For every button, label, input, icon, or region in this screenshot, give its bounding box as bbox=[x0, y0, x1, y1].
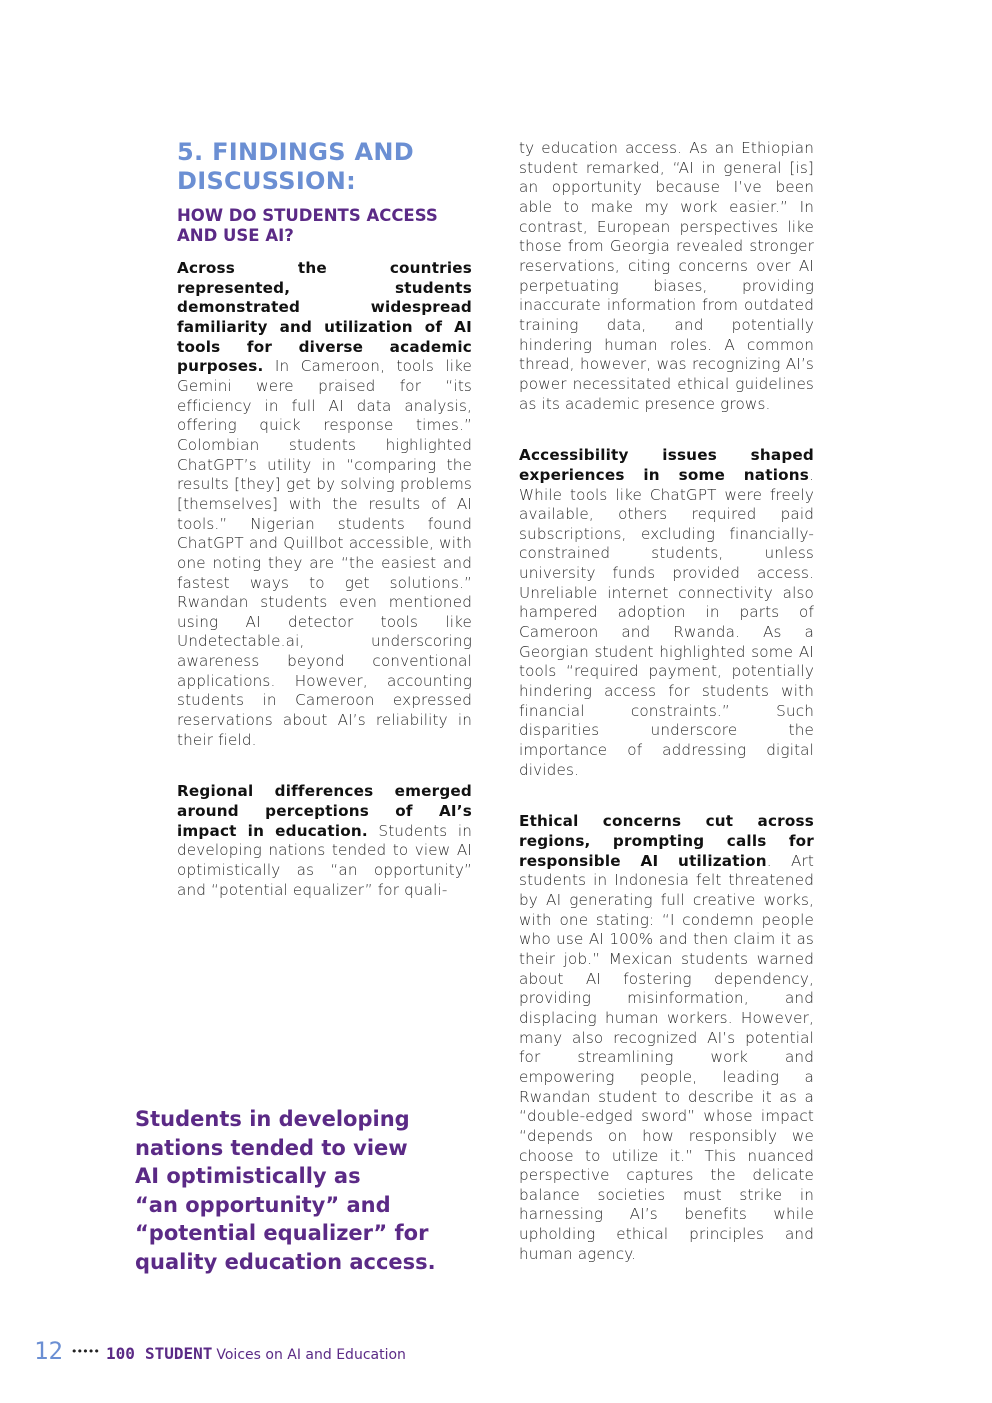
paragraph-gap bbox=[177, 750, 472, 782]
paragraph-gap bbox=[519, 780, 814, 812]
paragraph-body: In Cameroon, tools like Gemini were praised for “its efficiency in full AI data analysis, offering quick response times.” Colombian students highlighted ChatGPT’s utility in “comparing the results [they] get by solving problems [themselves] with the results of AI tools.” Nigerian students found ChatGPT and Quillbot accessible, with one noting they are “the easiest and fastest ways to get solutions.” Rwandan students even mentioned using AI detector tools like Undetectable.ai, underscoring awareness beyond conventional applications. However, accounting students in Cameroon expressed reservations about AI’s reliability in their field. bbox=[177, 357, 472, 749]
pull-quote-line: “potential equalizer” for bbox=[135, 1221, 429, 1246]
paragraph-ethical-concerns bbox=[519, 812, 814, 1264]
right-column bbox=[519, 139, 814, 1264]
paragraph-regional-differences bbox=[177, 782, 472, 900]
paragraph-ai-tool-usage bbox=[177, 259, 472, 750]
section-title-line1: 5. FINDINGS AND bbox=[177, 138, 414, 166]
left-column bbox=[177, 138, 472, 900]
pull-quote bbox=[135, 1105, 455, 1277]
publication-brand-number: 100 bbox=[106, 1344, 135, 1363]
subsection-title-line1: HOW DO STUDENTS ACCESS bbox=[177, 206, 438, 225]
pull-quote-line: “an opportunity” and bbox=[135, 1192, 391, 1217]
dots-divider-icon: ••••• bbox=[70, 1345, 100, 1358]
page-footer bbox=[34, 1337, 406, 1367]
publication-brand-word: STUDENT bbox=[144, 1344, 213, 1363]
section-title bbox=[177, 138, 472, 196]
paragraph-regional-differences-continued bbox=[519, 139, 814, 414]
pull-quote-line: AI optimistically as bbox=[135, 1164, 361, 1189]
paragraph-body: . Art students in Indonesia felt threatened by AI generating full creative works, with one stating: “I condemn people who use AI 100% and then claim it as their job.” Mexican students warned about AI fostering dependency, providing misinformation, and displacing human workers. However, many also recognized AI’s potential for streamlining work and empowering people, leading a Rwandan student to describe it as a “double-edged sword” whose impact “depends on how responsibly we choose to utilize it.” This nuanced perspective captures the delicate balance societies must strike in harnessing AI’s benefits while upholding ethical principles and human agency. bbox=[519, 851, 814, 1263]
paragraph-lead: Regional differences emerged around perceptions of AI’s impact in education. bbox=[177, 782, 472, 840]
paragraph-lead: Accessibility issues shaped experiences in some nations bbox=[519, 446, 814, 484]
pull-quote-line: quality education access. bbox=[135, 1249, 436, 1274]
subsection-title-line2: AND USE AI? bbox=[177, 226, 294, 245]
paragraph-gap bbox=[519, 414, 814, 446]
subsection-title bbox=[177, 206, 472, 246]
paragraph-lead: Across the countries represented, students demonstrated widespread familiarity and utilization of AI tools for diverse academic purposes. bbox=[177, 259, 472, 376]
pull-quote-line: Students in developing bbox=[135, 1107, 410, 1131]
publication-title: Voices on AI and Education bbox=[216, 1347, 406, 1363]
paragraph-body: ty education access. As an Ethiopian student remarked, “AI in general [is] an opportunity because I’ve been able to make my work easier.” In contrast, European perspectives like those from Georgia revealed stronger reservations, citing concerns over AI perpetuating biases, providing inaccurate information from outdated training data, and potentially hindering human roles. A common thread, however, was recognizing AI’s power necessitated ethical guidelines as its academic presence grows. bbox=[519, 139, 814, 413]
paragraph-body: Students in developing nations tended to view AI optimistically as “an opportunity” and “potential equalizer” for quali- bbox=[177, 821, 472, 899]
paragraph-accessibility bbox=[519, 446, 814, 780]
paragraph-lead: Ethical concerns cut across regions, prompting calls for responsible AI utilization bbox=[519, 812, 814, 870]
paragraph-body: . While tools like ChatGPT were freely available, others required paid subscriptions, excluding financially-constrained students, unless university funds provided access. Unreliable internet connectivity also hampered adoption in parts of Cameroon and Rwanda. As a Georgian student highlighted some AI tools “required payment, potentially hindering access for students with financial constraints.” Such disparities underscore the importance of addressing digital divides. bbox=[519, 465, 814, 779]
page-number: 12 bbox=[34, 1337, 63, 1365]
section-title-line2: DISCUSSION: bbox=[177, 167, 357, 195]
pull-quote-line: nations tended to view bbox=[135, 1135, 408, 1160]
